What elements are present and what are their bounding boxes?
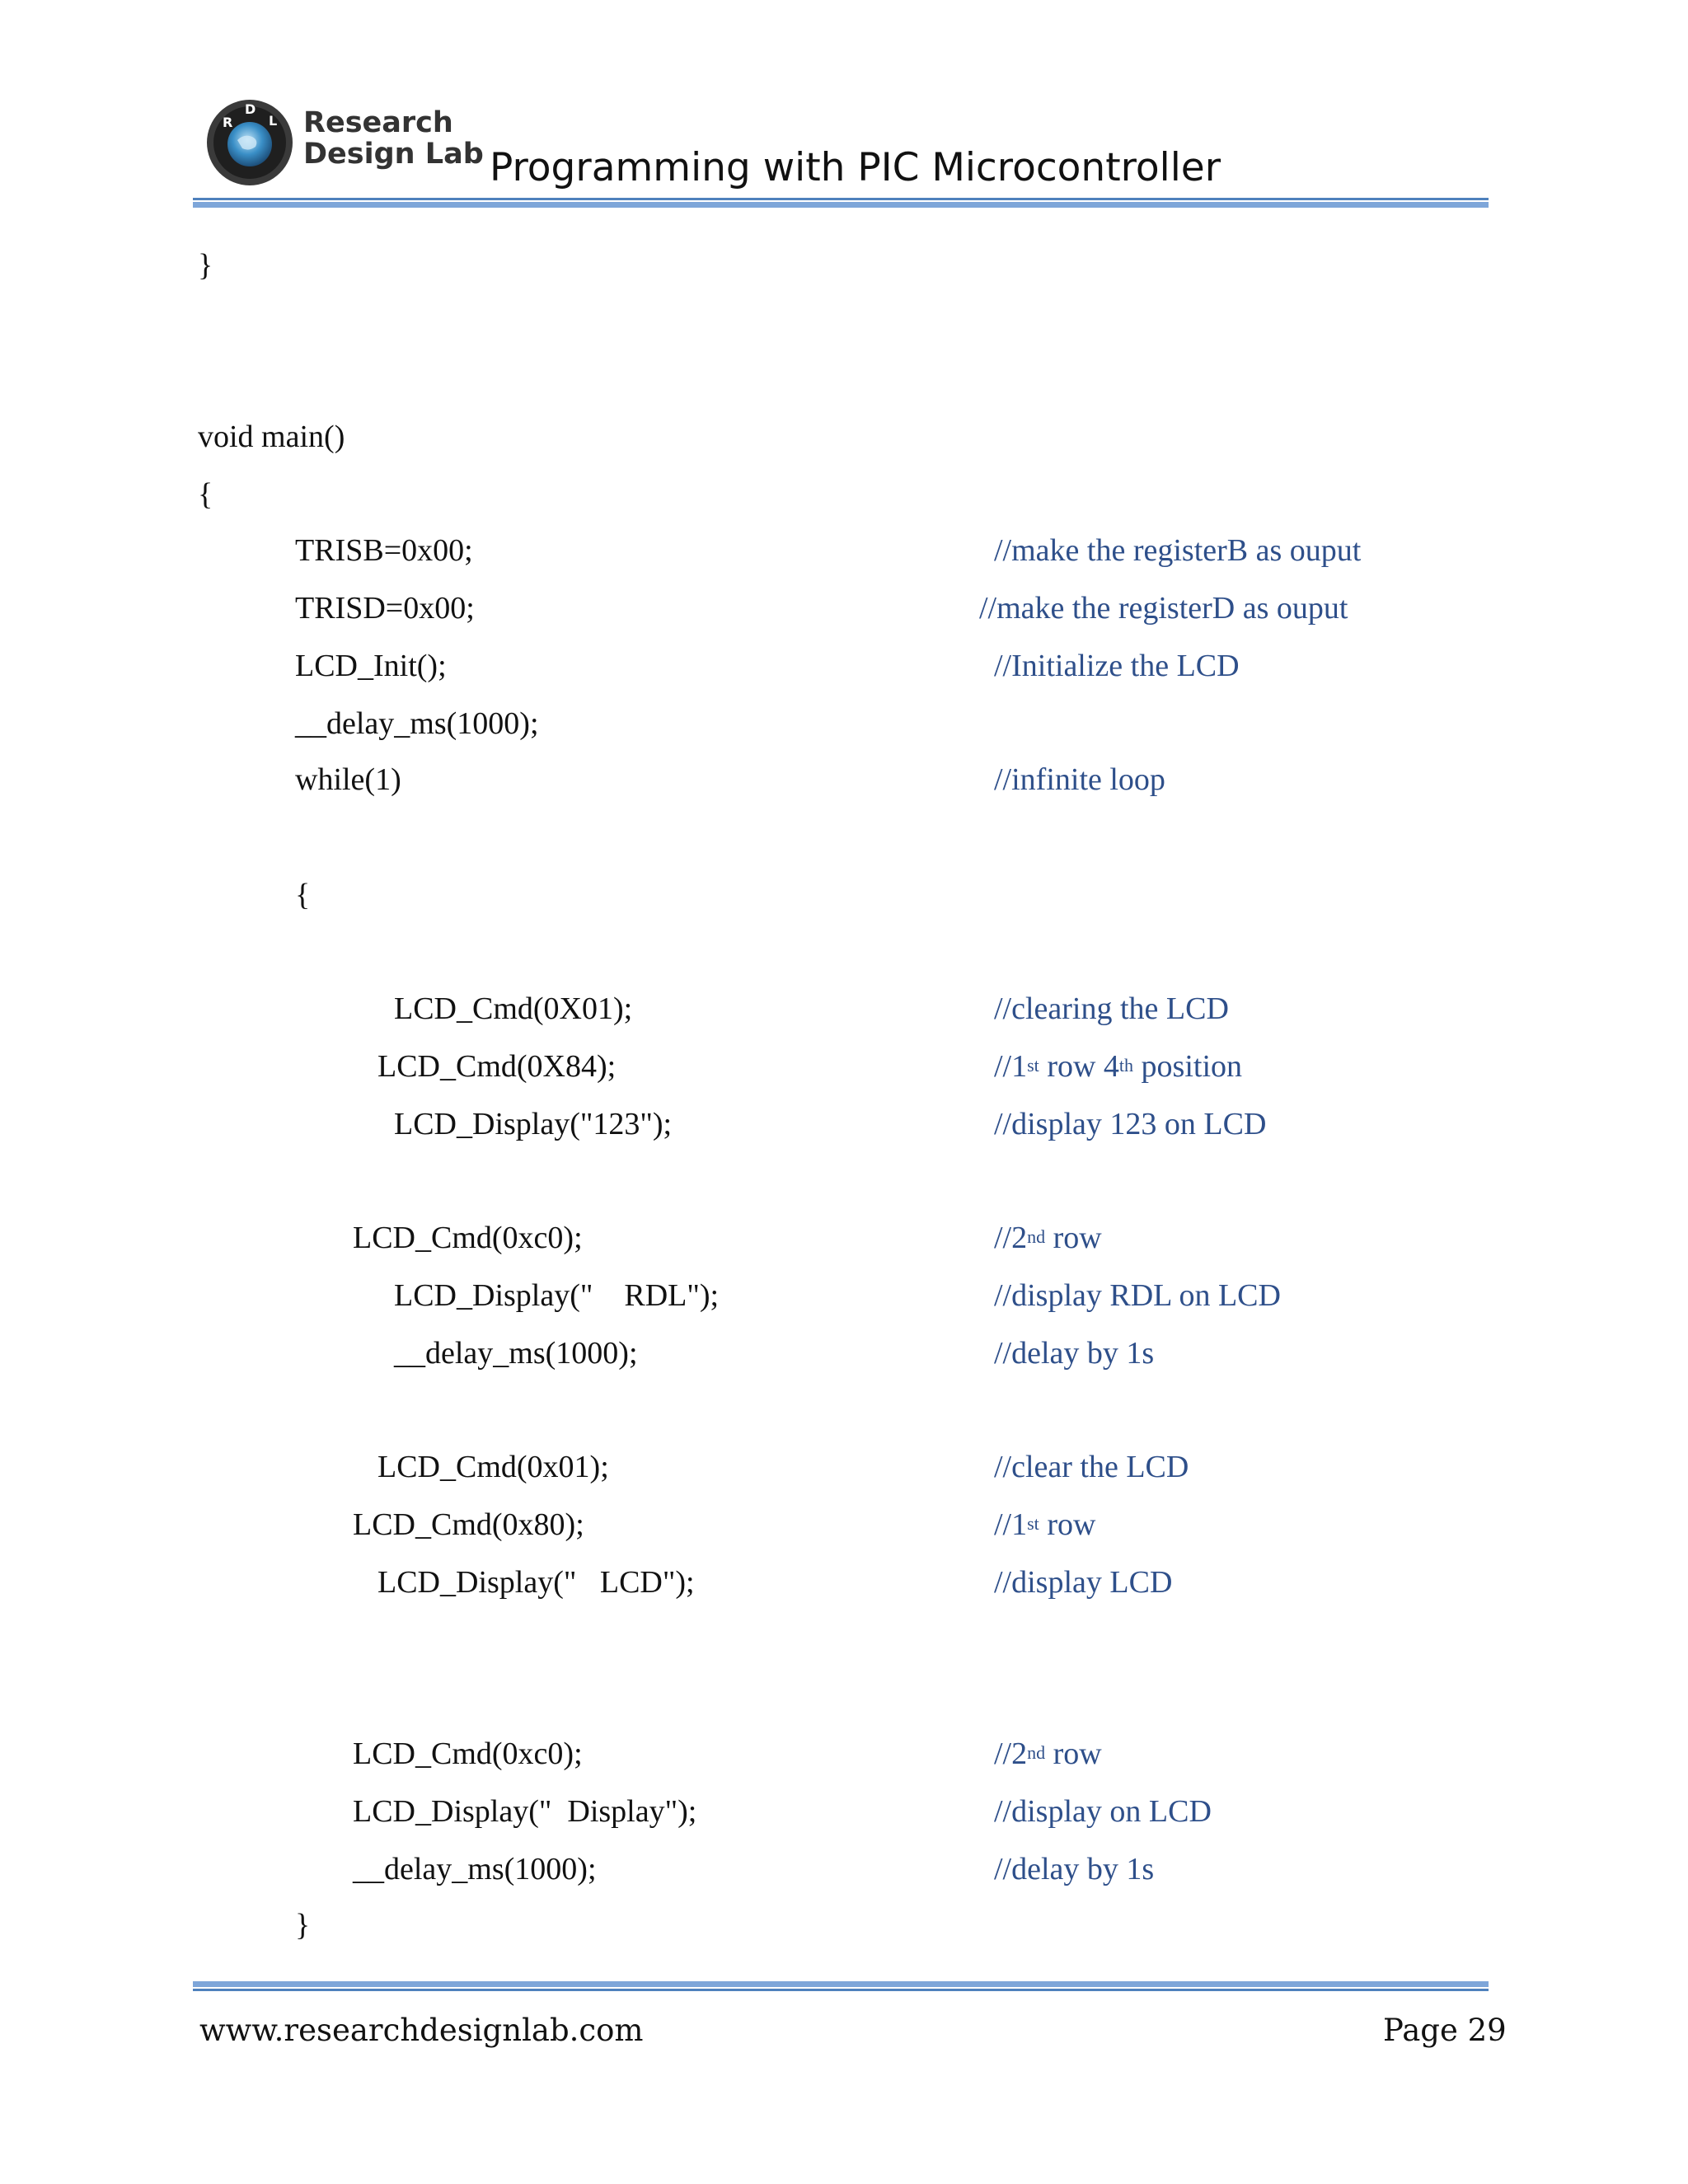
code-line: LCD_Cmd(0X84); [377, 1049, 617, 1084]
code-comment: //Initialize the LCD [994, 649, 1240, 683]
rdl-logo [204, 97, 295, 188]
code-comment: //infinite loop [994, 762, 1165, 797]
code-comment: //make the registerB as ouput [994, 533, 1362, 568]
footer-rule-thin [193, 1989, 1489, 1991]
code-line: } [198, 248, 213, 283]
code-line: LCD_Cmd(0X01); [394, 991, 633, 1026]
code-comment: //delay by 1s [994, 1336, 1155, 1371]
code-line: TRISD=0x00; [295, 591, 475, 626]
code-line: __delay_ms(1000); [394, 1336, 638, 1371]
code-comment: //clearing the LCD [994, 991, 1229, 1026]
code-line: LCD_Display(" LCD"); [377, 1565, 695, 1600]
code-line: LCD_Display(" Display"); [353, 1794, 697, 1829]
code-line: LCD_Cmd(0x80); [353, 1507, 584, 1542]
code-line: LCD_Display(" RDL"); [394, 1278, 720, 1313]
company-name-line1: Research [303, 106, 453, 139]
code-line: LCD_Cmd(0xc0); [353, 1221, 583, 1255]
code-line: while(1) [295, 762, 401, 797]
code-line: LCD_Init(); [295, 649, 447, 683]
code-line: { [295, 878, 311, 912]
footer-url: www.researchdesignlab.com [199, 2013, 644, 2048]
header-rule-thick [193, 202, 1489, 208]
code-line: { [198, 477, 213, 512]
header-rule-thin [193, 198, 1489, 200]
code-comment: //make the registerD as ouput [979, 591, 1348, 626]
code-comment: //clear the LCD [994, 1450, 1189, 1484]
code-line: TRISB=0x00; [295, 533, 473, 568]
logo-letter-l: L [269, 113, 278, 129]
footer-rule-thick [193, 1981, 1489, 1987]
logo-letter-r: R [223, 115, 233, 130]
logo-letter-d: D [245, 101, 256, 117]
company-name [303, 107, 484, 170]
code-line: void main() [198, 419, 345, 454]
globe-logo-icon [204, 97, 295, 188]
code-comment: //1st row 4th position [994, 1049, 1243, 1084]
code-comment: //delay by 1s [994, 1852, 1155, 1886]
code-comment: //2nd row [994, 1736, 1102, 1771]
code-comment: //display 123 on LCD [994, 1107, 1267, 1141]
code-comment: //display on LCD [994, 1794, 1212, 1829]
code-line: LCD_Cmd(0xc0); [353, 1736, 583, 1771]
code-line: } [295, 1908, 311, 1943]
page-number: Page 29 [1383, 2013, 1507, 2048]
page-title: Programming with PIC Microcontroller [490, 145, 1221, 190]
code-line: LCD_Display("123"); [394, 1107, 673, 1141]
code-comment: //display LCD [994, 1565, 1173, 1600]
code-line: LCD_Cmd(0x01); [377, 1450, 609, 1484]
company-name-line2: Design Lab [303, 138, 484, 171]
code-comment: //1st row [994, 1507, 1096, 1542]
code-comment: //display RDL on LCD [994, 1278, 1281, 1313]
code-line: __delay_ms(1000); [295, 706, 539, 741]
code-comment: //2nd row [994, 1221, 1102, 1255]
code-line: __delay_ms(1000); [353, 1852, 597, 1886]
